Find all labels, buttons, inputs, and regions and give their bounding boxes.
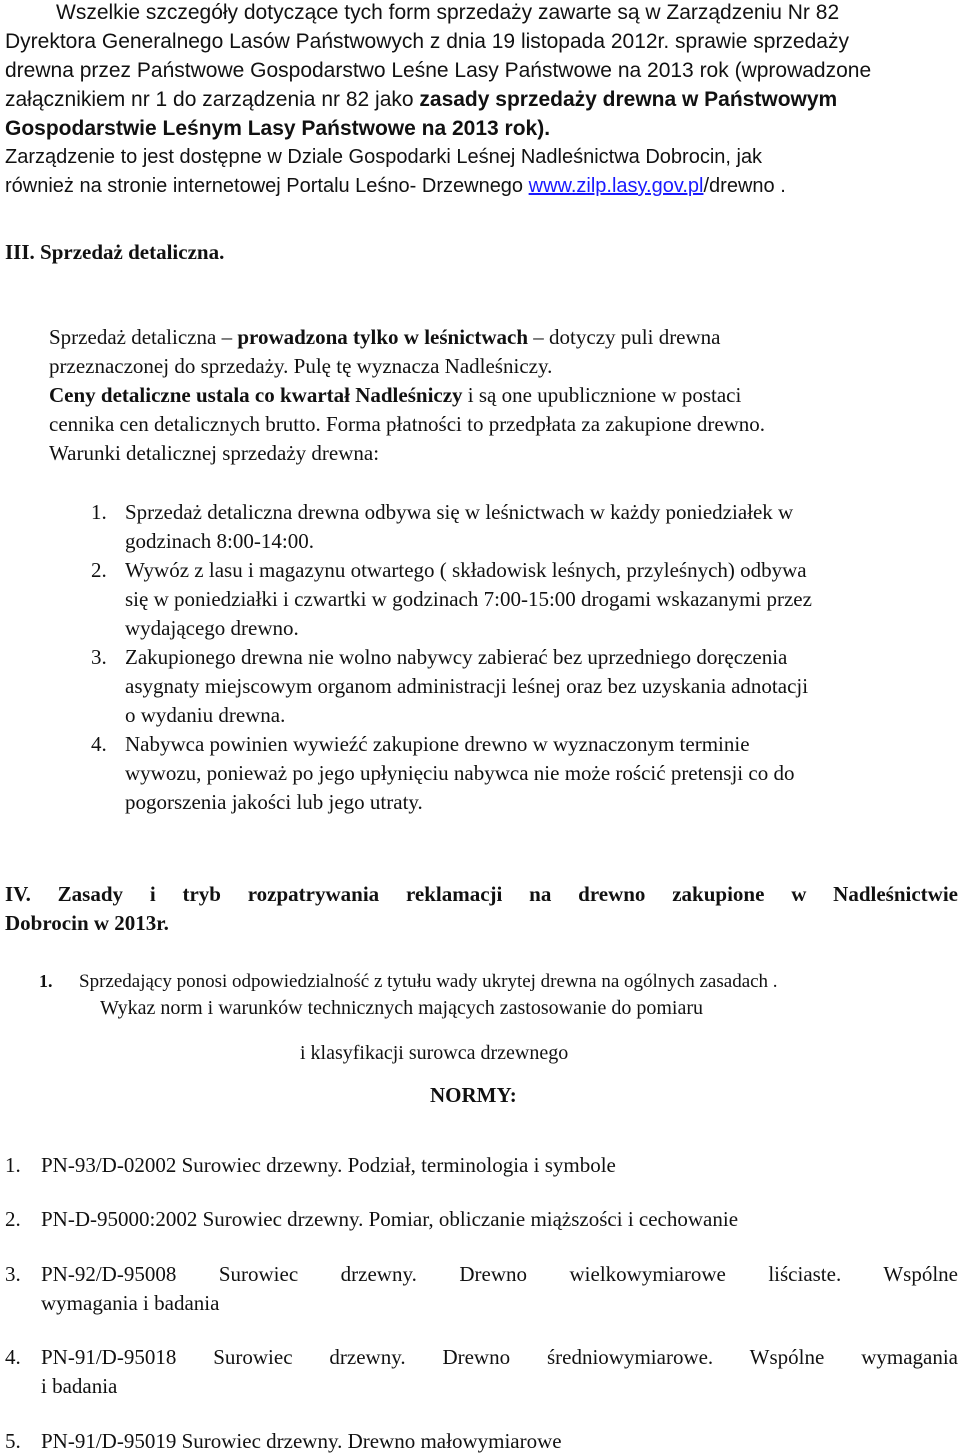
list-item-line: wydającego drewno. bbox=[125, 616, 299, 640]
norms-intro-line: i klasyfikacji surowca drzewnego bbox=[300, 1042, 569, 1064]
list-item-line: o wydaniu drewna. bbox=[125, 703, 286, 727]
list-item-line: godzinach 8:00-14:00. bbox=[125, 529, 314, 553]
retail-bold-text: Ceny detaliczne ustala co kwartał Nadleśniczy bbox=[49, 383, 463, 407]
list-item-line: wywozu, ponieważ po jego upłynięciu nabywca nie może rościć pretensji co do bbox=[125, 761, 795, 785]
intro-text: /drewno . bbox=[703, 175, 786, 197]
intro-line: drewna przez Państwowe Gospodarstwo Leśne Lasy Państwowe na 2013 rok (wprowadzone bbox=[5, 59, 872, 82]
retail-bold-text: prowadzona tylko w leśnictwach bbox=[237, 325, 529, 349]
retail-line bbox=[49, 327, 721, 348]
norm-line: i badania bbox=[41, 1374, 118, 1398]
retail-text: Sprzedaż detaliczna – bbox=[49, 325, 238, 349]
retail-text: i są one upublicznione w postaci bbox=[462, 383, 742, 407]
intro-line: Wszelkie szczegóły dotyczące tych form sprzedaży zawarte są w Zarządzeniu Nr 82 bbox=[56, 1, 840, 24]
norm-line: PN-91/D-95019 Surowiec drzewny. Drewno małowymiarowe bbox=[41, 1429, 562, 1453]
norm-line: wymagania i badania bbox=[41, 1291, 220, 1315]
retail-line: przeznaczonej do sprzedaży. Pulę tę wyznacza Nadleśniczy. bbox=[49, 354, 553, 378]
list-item-line: Nabywca powinien wywieźć zakupione drewno w wyznaczonym terminie bbox=[125, 732, 750, 756]
section-heading: III. Sprzedaż detaliczna. bbox=[5, 240, 225, 264]
intro-text: również na stronie internetowej Portalu Leśno- Drzewnego bbox=[5, 175, 529, 197]
list-item-line: pogorszenia jakości lub jego utraty. bbox=[125, 790, 423, 814]
portal-link[interactable]: www.zilp.lasy.gov.pl bbox=[528, 175, 704, 197]
norm-line: PN-91/D-95018 Surowiec drzewny. Drewno średniowymiarowe. Wspólne wymagania bbox=[41, 1345, 958, 1369]
intro-line: Zarządzenie to jest dostępne w Dziale Gospodarki Leśnej Nadleśnictwa Dobrocin, jak bbox=[5, 146, 763, 168]
list-number: 2. bbox=[91, 558, 107, 582]
intro-line: Dyrektora Generalnego Lasów Państwowych z dnia 19 listopada 2012r. sprawie sprzedaży bbox=[5, 30, 849, 53]
list-item-line: Sprzedaż detaliczna drewna odbywa się w leśnictwach w każdy poniedziałek w bbox=[125, 500, 794, 524]
norm-number: 3. bbox=[5, 1262, 21, 1286]
list-number: 4. bbox=[91, 732, 107, 756]
intro-line: Gospodarstwie Leśnym Lasy Państwowe na 2013 rok). bbox=[5, 117, 551, 140]
intro-text: załącznikiem nr 1 do zarządzenia nr 82 jako bbox=[5, 88, 420, 111]
complaint-text: Sprzedający ponosi odpowiedzialność z tytułu wady ukrytej drewna na ogólnych zasadach . bbox=[79, 971, 778, 992]
norm-number: 2. bbox=[5, 1207, 21, 1231]
retail-text: – dotyczy puli drewna bbox=[528, 325, 721, 349]
intro-bold-text: zasady sprzedaży drewna w Państwowym bbox=[419, 88, 838, 111]
list-item-line: Zakupionego drewna nie wolno nabywcy zabierać bez uprzedniego doręczenia bbox=[125, 645, 788, 669]
norm-number: 4. bbox=[5, 1345, 21, 1369]
list-item-line: się w poniedziałki i czwartki w godzinach 7:00-15:00 drogami wskazanymi przez bbox=[125, 587, 812, 611]
section-heading-cont: Dobrocin w 2013r. bbox=[5, 911, 169, 935]
retail-line: cennika cen detalicznych brutto. Forma płatności to przedpłata za zakupione drewno. bbox=[49, 412, 766, 436]
list-item-line: asygnaty miejscowym organom administracji leśnej oraz bez uzyskania adnotacji bbox=[125, 674, 809, 698]
norm-line: PN-92/D-95008 Surowiec drzewny. Drewno wielkowymiarowe liściaste. Wspólne bbox=[41, 1262, 958, 1286]
retail-line: Warunki detalicznej sprzedaży drewna: bbox=[49, 441, 380, 465]
intro-line bbox=[5, 89, 837, 110]
norm-line: PN-D-95000:2002 Surowiec drzewny. Pomiar, obliczanie miąższości i cechowanie bbox=[41, 1207, 739, 1231]
list-number: 3. bbox=[91, 645, 107, 669]
section-heading: IV. Zasady i tryb rozpatrywania reklamacji na drewno zakupione w Nadleśnictwie bbox=[5, 882, 958, 906]
list-number: 1. bbox=[91, 500, 107, 524]
retail-line bbox=[49, 385, 741, 406]
list-item-line: Wywóz z lasu i magazynu otwartego ( składowisk leśnych, przyleśnych) odbywa bbox=[125, 558, 807, 582]
intro-line bbox=[5, 176, 786, 196]
norms-heading: NORMY: bbox=[430, 1083, 517, 1107]
norm-number: 1. bbox=[5, 1153, 21, 1177]
list-number: 1. bbox=[39, 971, 53, 991]
norms-intro-line: Wykaz norm i warunków technicznych mających zastosowanie do pomiaru bbox=[100, 997, 704, 1019]
norm-line: PN-93/D-02002 Surowiec drzewny. Podział, terminologia i symbole bbox=[41, 1153, 616, 1177]
norm-number: 5. bbox=[5, 1429, 21, 1453]
